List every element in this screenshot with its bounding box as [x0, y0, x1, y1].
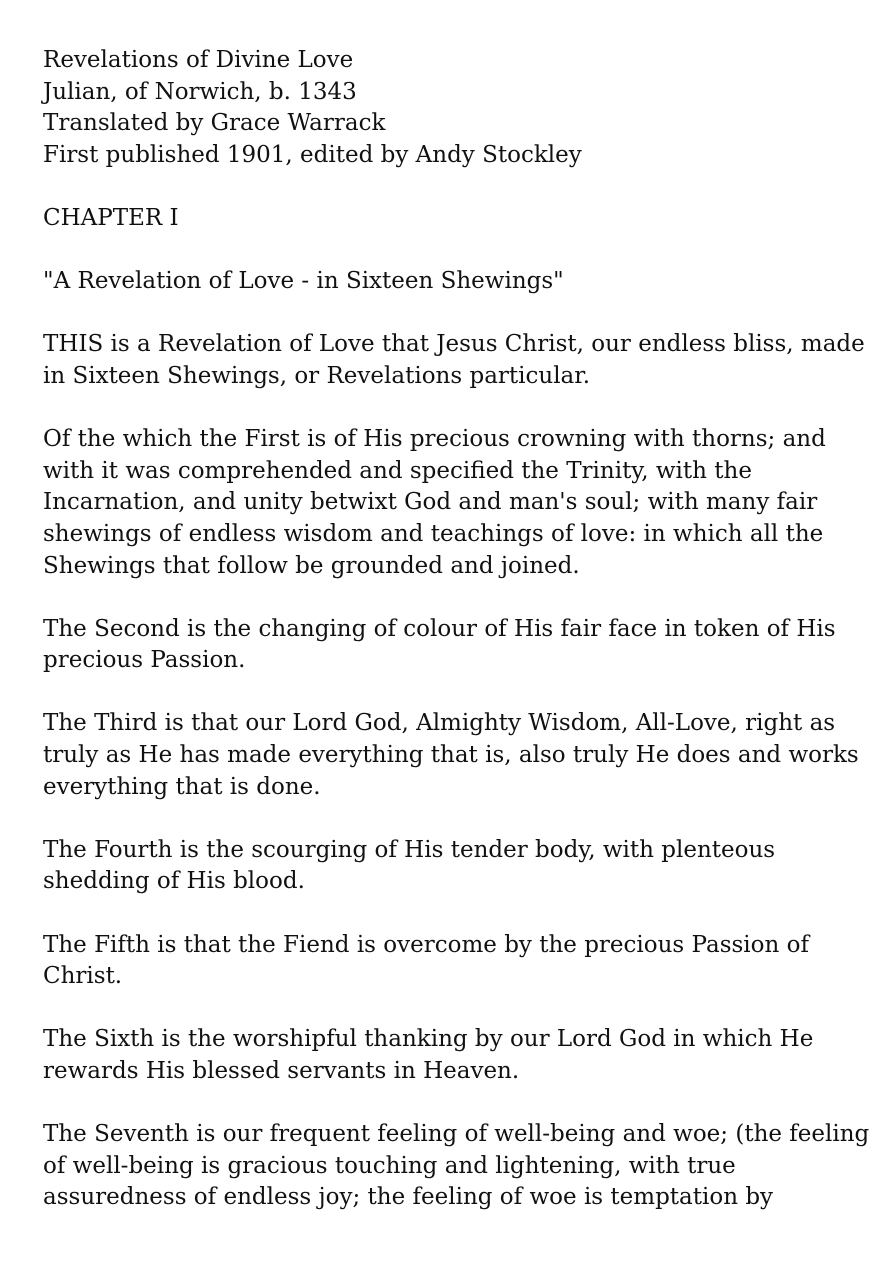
book-author: Julian, of Norwich, b. 1343	[43, 78, 357, 105]
paragraph	[43, 708, 863, 803]
paragraph	[43, 835, 863, 898]
chapter-subtitle	[43, 266, 863, 298]
paragraph-line: shedding of His blood.	[43, 868, 305, 895]
paragraph-line: The Sixth is the worshipful thanking by our Lord God in which He	[43, 1026, 814, 1053]
paragraph-line: Christ.	[43, 963, 123, 990]
book-translator: Translated by Grace Warrack	[43, 110, 386, 137]
paragraph-line: The Second is the changing of colour of His fair face in token of His	[43, 615, 836, 642]
paragraph	[43, 424, 863, 582]
paragraph-line: The Fifth is that the Fiend is overcome by the precious Passion of	[43, 931, 809, 958]
paragraph-line: with it was comprehended and specified the Trinity, with the	[43, 457, 752, 484]
paragraph-line: Of the which the First is of His precious crowning with thorns; and	[43, 426, 826, 453]
paragraph	[43, 1119, 870, 1214]
paragraph-line: of well-being is gracious touching and lightening, with true	[43, 1152, 736, 1179]
book-header	[43, 45, 863, 171]
paragraph-line: everything that is done.	[43, 773, 321, 800]
paragraph-line: truly as He has made everything that is, also truly He does and works	[43, 742, 859, 769]
book-publication: First published 1901, edited by Andy Stockley	[43, 141, 582, 168]
paragraph-line: The Third is that our Lord God, Almighty Wisdom, All-Love, right as	[43, 710, 836, 737]
paragraph-line: shewings of endless wisdom and teachings of love: in which all the	[43, 520, 824, 547]
chapter-heading	[43, 203, 863, 235]
paragraph-line: in Sixteen Shewings, or Revelations particular.	[43, 362, 591, 389]
paragraph	[43, 329, 863, 392]
paragraph-line: Incarnation, and unity betwixt God and man's soul; with many fair	[43, 489, 818, 516]
paragraph	[43, 614, 863, 677]
paragraph-line: Shewings that follow be grounded and joined.	[43, 552, 580, 579]
paragraph	[43, 930, 863, 993]
paragraph-line: assuredness of endless joy; the feeling of woe is temptation by	[43, 1184, 774, 1211]
chapter-heading-text: CHAPTER I	[43, 204, 179, 231]
paragraph-line: precious Passion.	[43, 647, 246, 674]
chapter-subtitle-text: "A Revelation of Love - in Sixteen Shewings"	[43, 268, 564, 295]
document-page	[43, 45, 870, 1246]
paragraph-line: rewards His blessed servants in Heaven.	[43, 1058, 520, 1084]
book-title: Revelations of Divine Love	[43, 47, 354, 73]
paragraph	[43, 1024, 863, 1087]
paragraph-line: The Seventh is our frequent feeling of well-being and woe; (the feeling	[43, 1121, 870, 1148]
paragraph-line: The Fourth is the scourging of His tender body, with plenteous	[43, 836, 776, 863]
paragraph-line: THIS is a Revelation of Love that Jesus Christ, our endless bliss, made	[43, 331, 865, 358]
